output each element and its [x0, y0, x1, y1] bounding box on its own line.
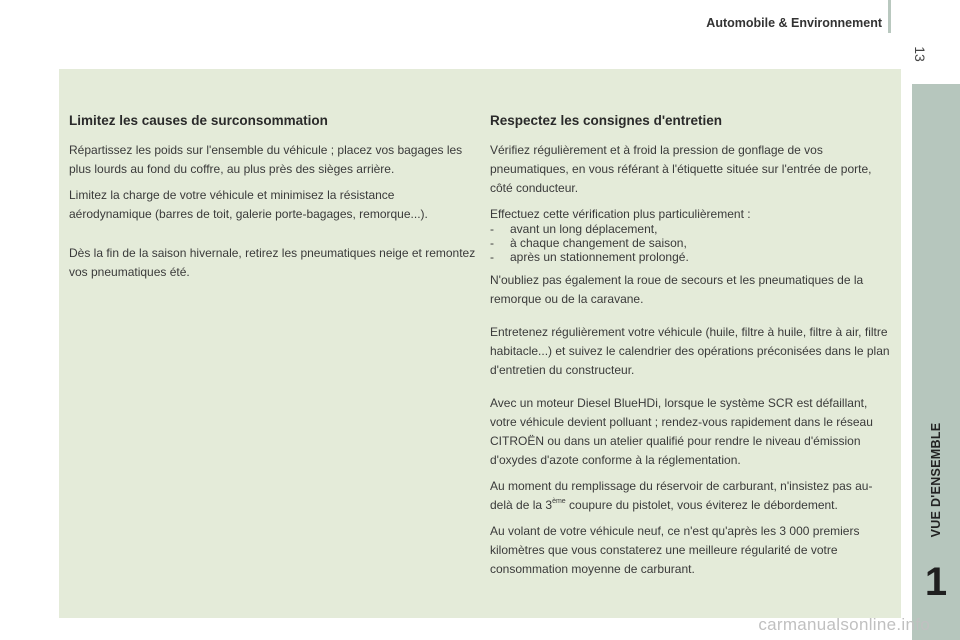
paragraph-spare-wheel: N'oubliez pas également la roue de secours et les pneumatiques de la remorque ou de la caravane. — [490, 273, 864, 306]
list-item: - après un stationnement prolongé. — [490, 250, 890, 264]
page-number: 13 — [912, 46, 928, 62]
section-title-maintenance: Respectez les consignes d'entretien — [490, 113, 723, 128]
list-item: - avant un long déplacement, — [490, 222, 890, 236]
content-panel — [59, 69, 901, 618]
paragraph-bluehdi-scr: Avec un moteur Diesel BlueHDi, lorsque le système SCR est défaillant, votre véhicule devient polluant ; rendez-vous rapidement dans le réseau CITROËN ou dans un atelier qualifié pour rendre le niveau d'émission d'oxydes d'azote conforme à la réglementation. — [490, 396, 873, 467]
fuel-text-start: Au moment du remplissage du réservoir de carburant, n'insistez pas au-delà de la 3 — [490, 479, 873, 512]
chapter-label: VUE D'ENSEMBLE — [929, 422, 943, 538]
paragraph-tyre-pressure: Vérifiez régulièrement et à froid la pression de gonflage de vos pneumatiques, en vous référant à l'étiquette située sur l'entrée de porte, côté conducteur. — [490, 143, 872, 195]
list-item: - à chaque changement de saison, — [490, 236, 890, 250]
right-column — [490, 69, 890, 586]
paragraph-load-limit: Limitez la charge de votre véhicule et minimisez la résistance aérodynamique (barres de toit, galerie porte-bagages, remorque...). — [69, 188, 428, 221]
paragraph-weight-distribution: Répartissez les poids sur l'ensemble du véhicule ; placez vos bagages les plus lourds au fond du coffre, au plus près des sièges arrière. — [69, 143, 463, 176]
running-header-title: Automobile & Environnement — [706, 16, 882, 30]
paragraph-check-intro: Effectuez cette vérification plus particulièrement : — [490, 207, 751, 221]
chapter-side-tab — [912, 84, 960, 640]
paragraph-new-vehicle: Au volant de votre véhicule neuf, ce n'est qu'après les 3 000 premiers kilomètres que vous constaterez une meilleure régularité de votre consommation moyenne de carburant. — [490, 524, 860, 576]
paragraph-maintenance-schedule: Entretenez régulièrement votre véhicule (huile, filtre à huile, filtre à air, filtre habitacle...) et suivez le calendrier des opérations préconisées dans le plan d'entretien du constructeur. — [490, 325, 890, 377]
ordinal-superscript: ème — [552, 498, 566, 505]
chapter-number: 1 — [924, 560, 948, 604]
paragraph-fuel-filling — [490, 477, 890, 515]
side-tab-divider — [910, 84, 912, 559]
section-title-overconsumption: Limitez les causes de surconsommation — [69, 113, 328, 128]
paragraph-winter-tyres: Dès la fin de la saison hivernale, retirez les pneumatiques neige et remontez vos pneumatiques été. — [69, 246, 476, 279]
fuel-text-end: coupure du pistolet, vous éviterez le débordement. — [565, 498, 838, 512]
left-column — [69, 69, 477, 289]
watermark: carmanualsonline.info — [758, 615, 930, 634]
header-divider — [888, 0, 891, 33]
check-list — [490, 222, 890, 264]
